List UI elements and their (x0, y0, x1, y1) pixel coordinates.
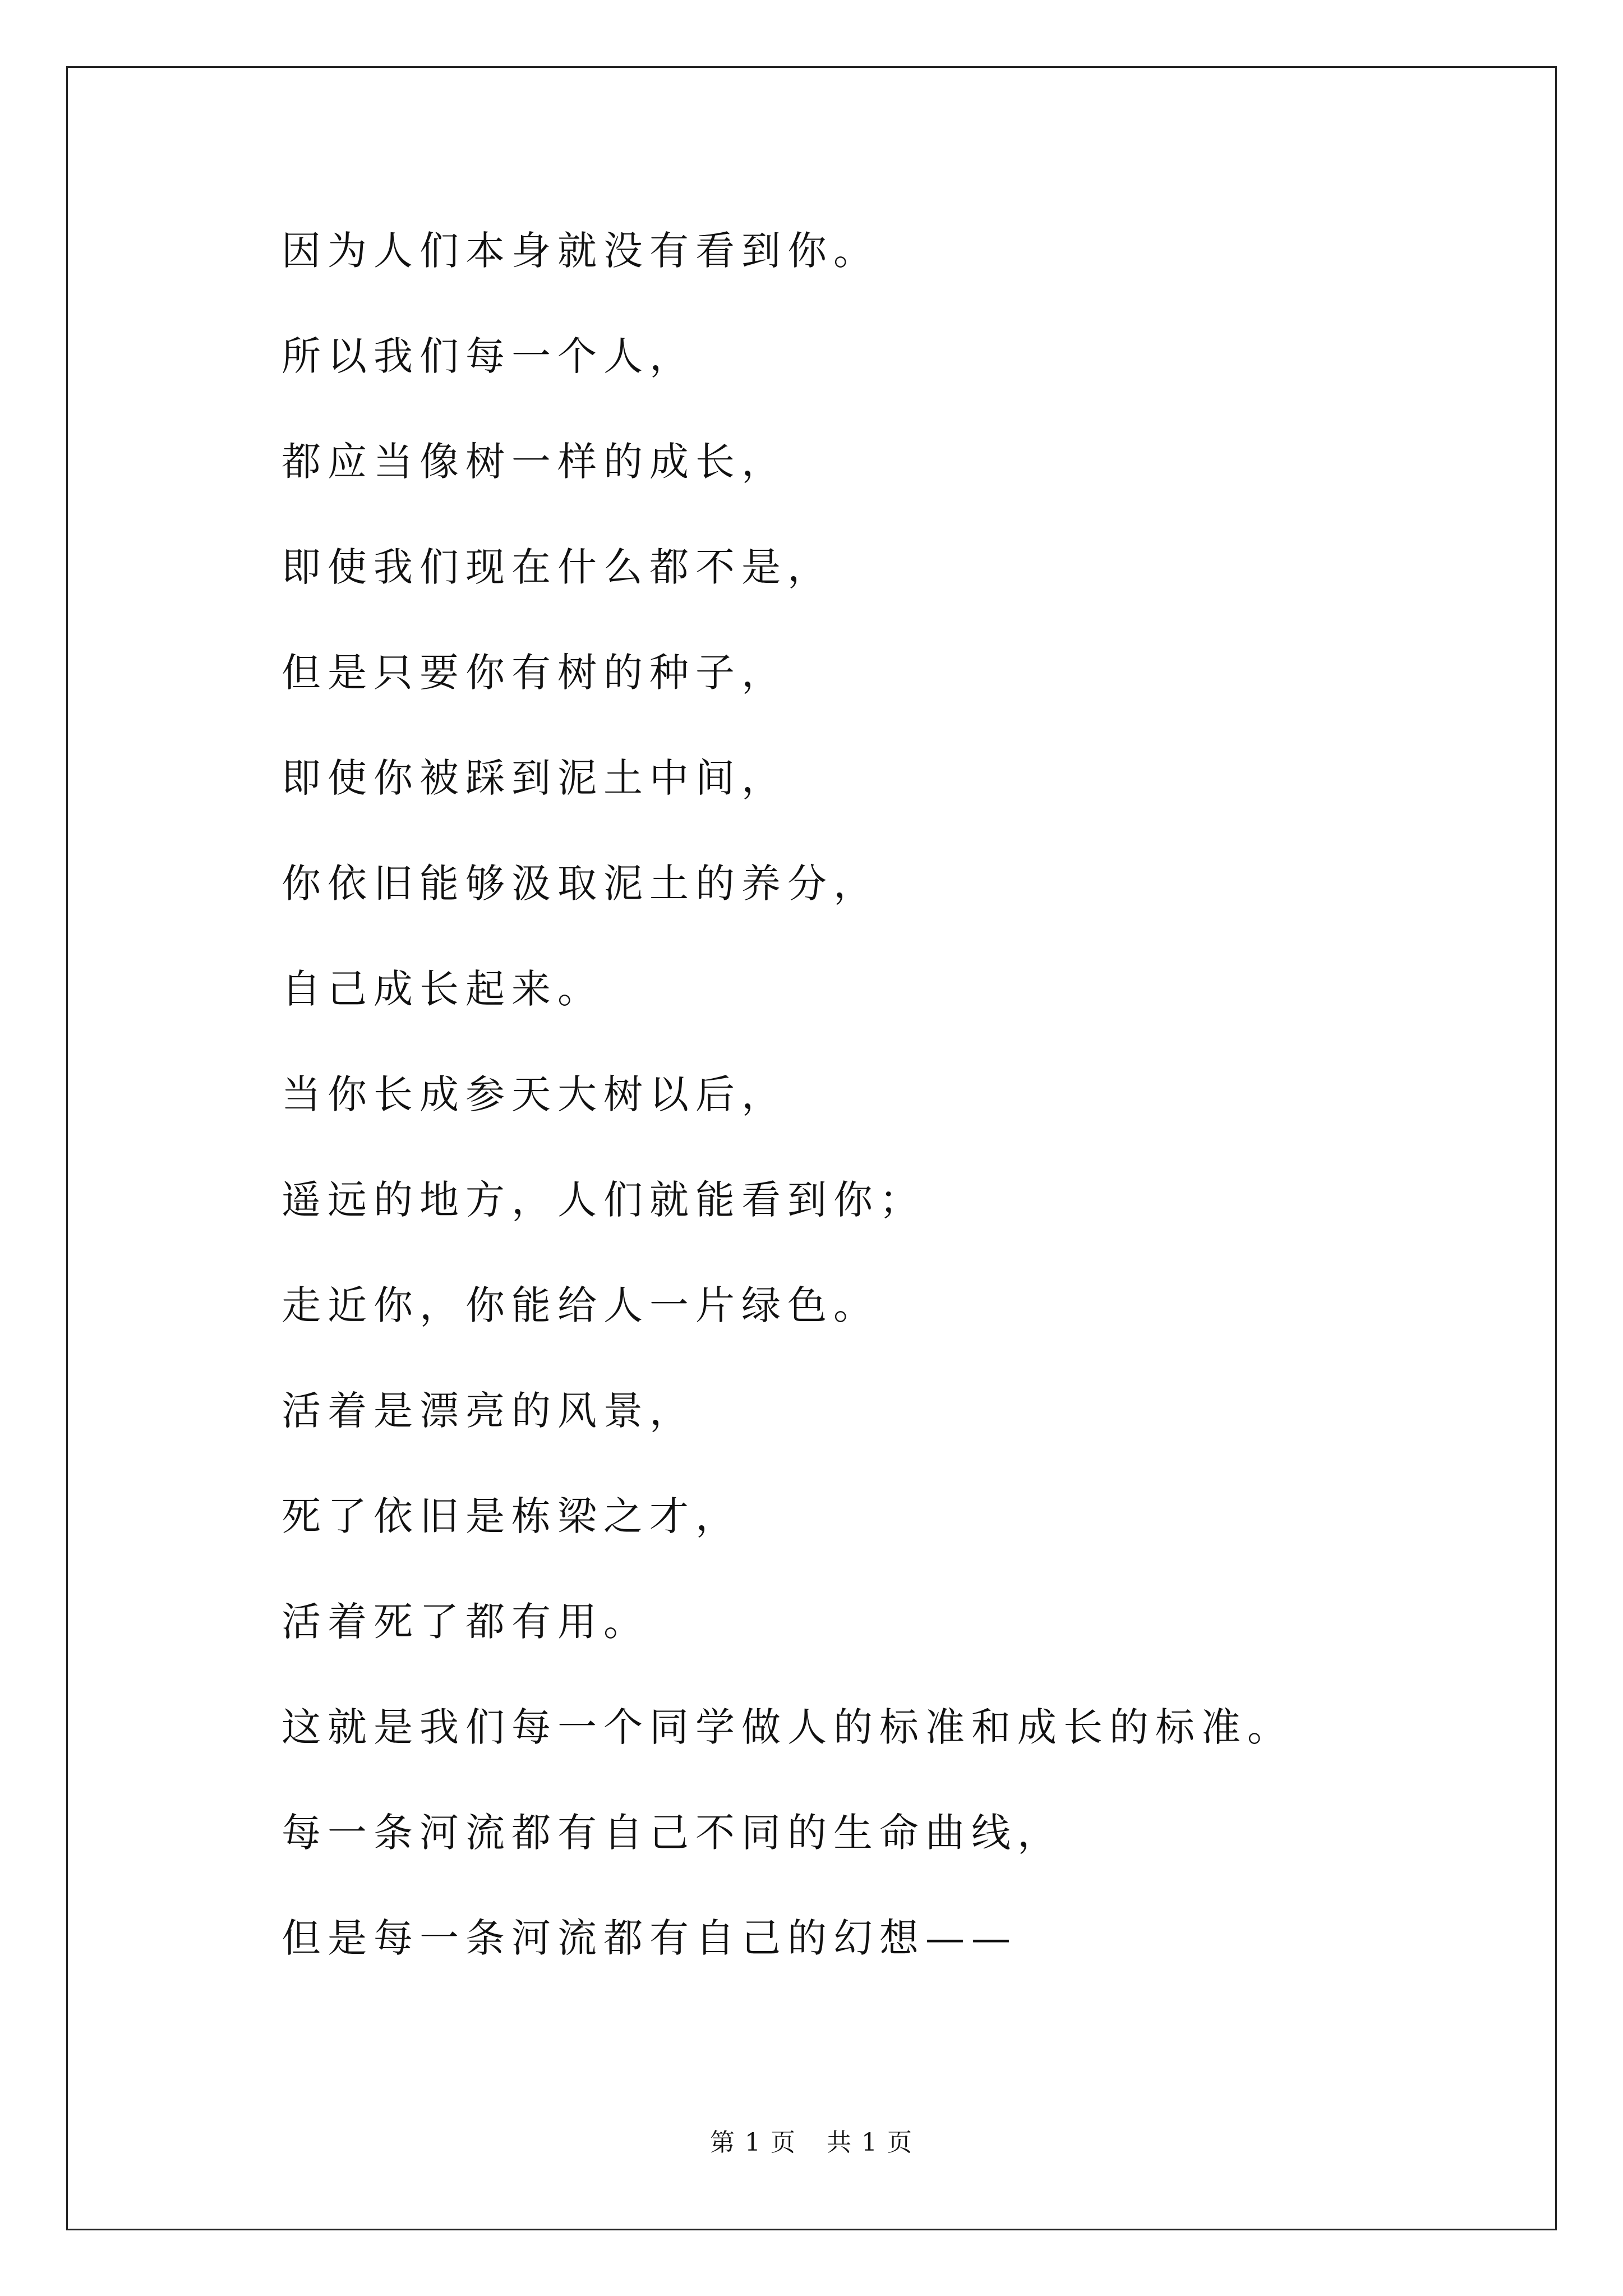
text-line: 遥远的地方，人们就能看到你； (282, 1177, 925, 1223)
text-line: 即使我们现在什么都不是， (282, 544, 833, 590)
text-line: 这就是我们每一个同学做人的标准和成长的标准。 (282, 1704, 1293, 1750)
text-line: 死了依旧是栋梁之才， (282, 1493, 741, 1539)
text-line: 每一条河流都有自己不同的生命曲线， (282, 1810, 1063, 1856)
text-line: 都应当像树一样的成长， (282, 439, 787, 485)
document-body (282, 220, 1515, 2013)
text-line: 所以我们每一个人， (282, 333, 695, 379)
page-number-total: 共 1 页 (827, 2128, 913, 2157)
text-line: 因为人们本身就没有看到你。 (282, 228, 879, 274)
text-line: 但是只要你有树的种子， (282, 650, 787, 696)
text-line: 活着是漂亮的风景， (282, 1388, 695, 1434)
text-line: 你依旧能够汲取泥土的养分， (282, 861, 879, 907)
text-line: 但是每一条河流都有自己的幻想—— (282, 1915, 1017, 1961)
text-line: 走近你，你能给人一片绿色。 (282, 1282, 879, 1328)
text-line: 即使你被踩到泥土中间， (282, 755, 787, 801)
text-line: 当你长成参天大树以后， (282, 1071, 787, 1117)
text-line: 活着死了都有用。 (282, 1599, 649, 1645)
text-line: 自己成长起来。 (282, 966, 603, 1012)
page-number-current: 第 1 页 (710, 2128, 796, 2157)
page-footer (0, 2126, 1623, 2160)
